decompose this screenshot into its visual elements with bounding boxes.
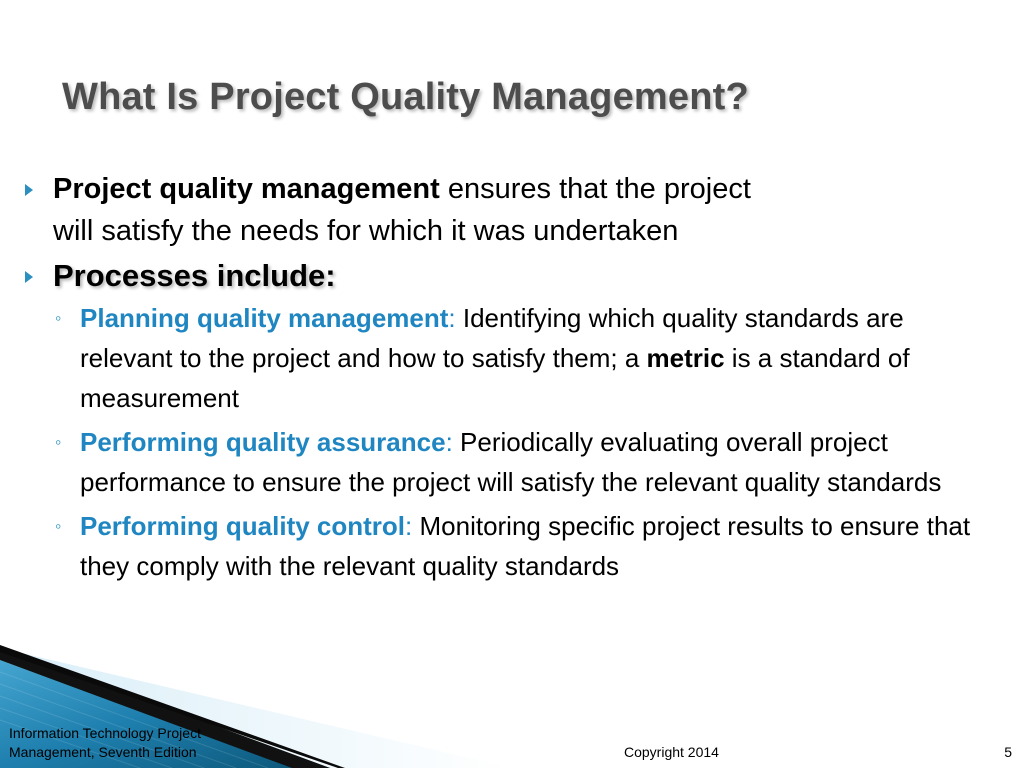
bullet-bold-lead: Project quality management: [53, 173, 440, 205]
footer-book-title: [9, 724, 269, 762]
bullet-heading: Processes include:: [53, 258, 336, 293]
sub-bullet-term: Performing quality assurance: [80, 427, 446, 457]
sub-bullet-bold-word: metric: [646, 343, 725, 373]
sub-bullet-item: [22, 506, 1002, 586]
bullet-item: [22, 168, 1002, 252]
bullet-text: ensures that the project: [439, 173, 751, 205]
circle-bullet-icon: ◦: [55, 516, 62, 536]
footer-book-title-line2: Management, Seventh Edition: [9, 744, 197, 760]
sub-bullet-text: Identifying which quality standards are relevant to the project and how to satisfy them; a: [80, 303, 904, 373]
sub-bullet-item: [22, 422, 1002, 502]
sub-bullet-term: Performing quality control: [80, 511, 406, 541]
footer-book-title-line1: Information Technology Project: [9, 725, 201, 741]
sub-bullet-term: Planning quality management: [80, 303, 449, 333]
sub-bullet-item: [22, 298, 1002, 418]
circle-bullet-icon: ◦: [55, 432, 62, 452]
page-number: 5: [1004, 744, 1012, 760]
slide-title: What Is Project Quality Management?: [62, 76, 749, 118]
term-separator: :: [445, 427, 453, 457]
slide-content: [22, 168, 1002, 590]
bullet-item: [22, 258, 1002, 294]
triangle-bullet-icon: [25, 184, 33, 196]
circle-bullet-icon: ◦: [55, 308, 62, 328]
footer-copyright: Copyright 2014: [624, 744, 719, 760]
sub-bullet-text: is a standard of measurement: [80, 343, 910, 413]
term-separator: :: [405, 511, 413, 541]
triangle-bullet-icon: [25, 271, 33, 283]
sub-bullet-text: Periodically evaluating overall project performance to ensure the project will satisfy the relevant quality standards: [80, 427, 942, 497]
sub-bullet-text: Monitoring specific project results to ensure that they comply with the relevant quality standards: [80, 511, 971, 581]
bullet-text-line2: will satisfy the needs for which it was undertaken: [53, 215, 679, 247]
term-separator: :: [448, 303, 456, 333]
